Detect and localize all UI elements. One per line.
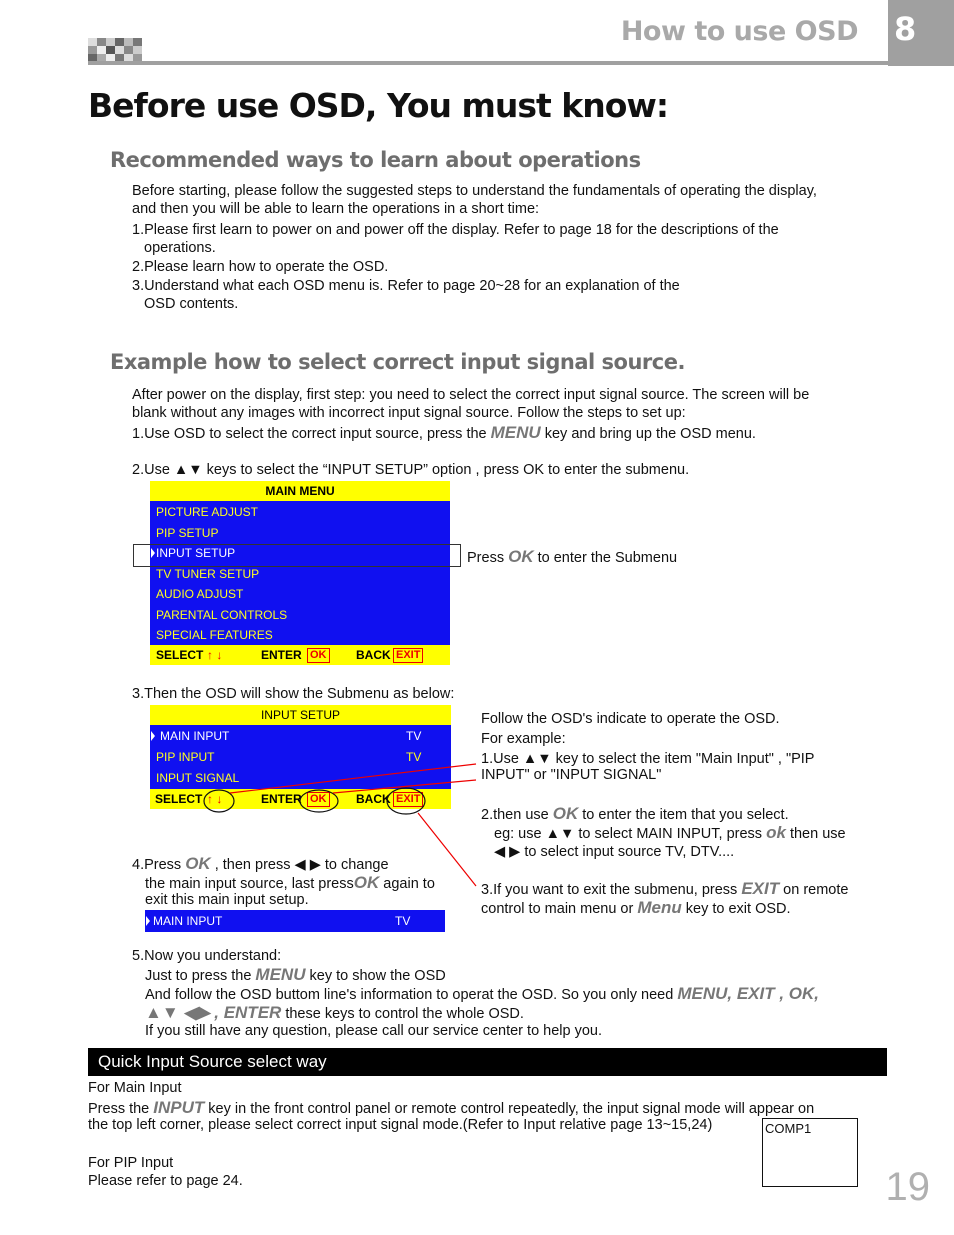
ok-box: OK: [307, 792, 330, 807]
input-row-pip[interactable]: PIP INPUT TV: [156, 750, 422, 764]
ok-box: OK: [307, 648, 330, 663]
use-keys-line-2: INPUT" or "INPUT SIGNAL": [481, 767, 662, 783]
exit-osd-line: control to main menu or Menu key to exit OSD.: [481, 898, 791, 917]
example-p1: After power on the display, first step: you need to select the correct input signal source. The screen will be: [132, 387, 810, 403]
quick-line-1: Press the INPUT key in the front control panel or remote control repeatedly, the input signal mode will appear on: [88, 1098, 815, 1117]
example-step-1: 1.Use OSD to select the correct input source, press the MENU key and bring up the OSD menu.: [132, 423, 756, 442]
for-example-text: For example:: [481, 731, 566, 747]
main-input-bar-row: MAIN INPUT TV: [145, 914, 445, 928]
header-title: How to use OSD: [620, 16, 858, 47]
exit-callout-circle: [387, 788, 425, 814]
exit-submenu-line: 3.If you want to exit the submenu, press EXIT on remote: [481, 879, 849, 898]
step-1a: 1.Please first learn to power on and power off the display. Refer to page 18 for the descriptions of the: [132, 222, 779, 238]
step-3b: OSD contents.: [144, 296, 239, 312]
menu-item-audio-adjust[interactable]: AUDIO ADJUST: [156, 587, 244, 601]
menu-key-label: MENU: [490, 423, 541, 442]
intro-line-1: Before starting, please follow the suggested steps to understand the fundamentals of operating the display,: [132, 183, 817, 199]
example-p2: blank without any images with incorrect input signal source. Follow the steps to set up:: [132, 405, 686, 421]
intro-line-2: and then you will be able to learn the operations in a short time:: [132, 201, 540, 217]
eg-select-source-line: ◀ ▶ to select input source TV, DTV....: [494, 844, 735, 860]
menu-item-tv-tuner-setup[interactable]: TV TUNER SETUP: [156, 567, 260, 581]
input-row-main[interactable]: MAIN INPUT TV: [150, 729, 451, 743]
input-setup-title: INPUT SETUP: [150, 705, 451, 725]
input-setup-footer: SELECT ↑ ↓ ENTER OK BACK EXIT: [150, 789, 451, 809]
comp-screen-box: [762, 1118, 858, 1187]
eg-use-line: eg: use ▲▼ to select MAIN INPUT, press ok then use: [494, 823, 846, 842]
step-5-line-3: ▲▼ ◀▶ , ENTER these keys to control the whole OSD.: [145, 1003, 524, 1022]
ok-callout-circle: [300, 790, 338, 812]
step-1b: operations.: [144, 240, 216, 256]
example-step-2: 2.Use ▲▼ keys to select the “INPUT SETUP” option , press OK to enter the submenu.: [132, 462, 690, 478]
input-row-signal[interactable]: INPUT SIGNAL: [156, 771, 240, 785]
quick-line-2: the top left corner, please select correct input signal mode.(Refer to Input relative page 13~15,24): [88, 1117, 713, 1133]
comp-label: COMP1: [765, 1121, 812, 1136]
up-down-arrows-icon: ↑ ↓: [207, 648, 223, 662]
section-heading-recommended: Recommended ways to learn about operations: [110, 148, 641, 172]
example-step-4-line-3: exit this main input setup.: [145, 892, 309, 908]
menu-item-input-setup[interactable]: INPUT SETUP: [150, 546, 450, 560]
for-pip-input: For PIP Input: [88, 1155, 174, 1171]
example-step-4-line-2: the main input source, last pressOK again to: [145, 873, 435, 892]
example-step-5: 5.Now you understand:: [132, 948, 282, 964]
page-title: Before use OSD, You must know:: [88, 86, 669, 125]
main-menu-footer: SELECT ↑ ↓ ENTER OK BACK EXIT: [150, 645, 450, 665]
use-keys-line-1: 1.Use ▲▼ key to select the item "Main Input" , "PIP: [481, 751, 815, 767]
step-5-line-1: Just to press the MENU key to show the OSD: [145, 965, 446, 984]
select-callout-circle: [204, 790, 234, 812]
select-callout-line: [230, 764, 476, 793]
menu-item-special-features[interactable]: SPECIAL FEATURES: [156, 628, 273, 642]
exit-box: EXIT: [393, 792, 423, 807]
follow-osd-text: Follow the OSD's indicate to operate the OSD.: [481, 711, 780, 727]
then-use-ok-line: 2.then use OK to enter the item that you select.: [481, 804, 789, 823]
ok-callout-line: [333, 780, 476, 793]
section-heading-example: Example how to select correct input signal source.: [110, 350, 685, 374]
example-step-4: 4.Press OK , then press ◀ ▶ to change: [132, 854, 389, 873]
step-3a: 3.Understand what each OSD menu is. Refer to page 20~28 for an explanation of the: [132, 278, 680, 294]
step-5-line-4: If you still have any question, please call our service center to help you.: [145, 1023, 603, 1039]
chapter-number: 8: [888, 0, 954, 66]
menu-item-parental-controls[interactable]: PARENTAL CONTROLS: [156, 608, 288, 622]
page-number: 19: [885, 1165, 930, 1209]
main-menu-title: MAIN MENU: [150, 481, 450, 501]
for-main-input: For Main Input: [88, 1080, 182, 1096]
up-down-arrows-icon: ↑ ↓: [207, 792, 223, 806]
menu-item-picture-adjust[interactable]: PICTURE ADJUST: [156, 505, 259, 519]
example-step-3: 3.Then the OSD will show the Submenu as below:: [132, 686, 455, 702]
step-2: 2.Please learn how to operate the OSD.: [132, 259, 389, 275]
pip-page-ref: Please refer to page 24.: [88, 1173, 243, 1189]
press-ok-note: Press OK to enter the Submenu: [467, 547, 678, 566]
quick-input-bar: Quick Input Source select way: [88, 1048, 887, 1076]
exit-box: EXIT: [393, 648, 423, 663]
step-5-line-2: And follow the OSD buttom line's information to operat the OSD. So you only need MENU, EXIT , OK,: [145, 984, 819, 1003]
main-input-bar: [145, 910, 445, 932]
menu-item-pip-setup[interactable]: PIP SETUP: [156, 526, 219, 540]
pointer-icon: [146, 916, 150, 926]
